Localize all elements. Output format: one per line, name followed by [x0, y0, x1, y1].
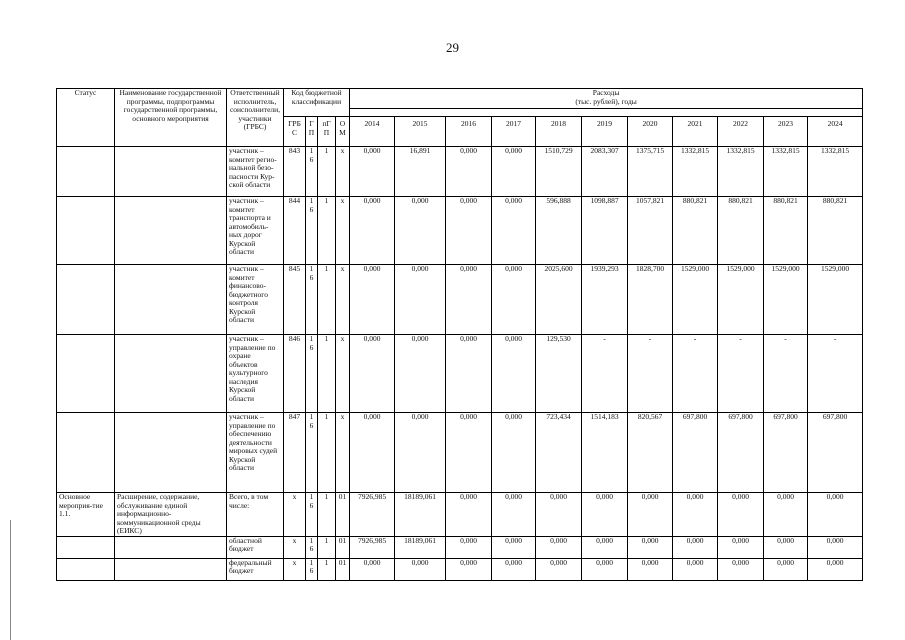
expense-value-cell: 0,000 [492, 413, 536, 493]
expense-value-cell: 0,000 [492, 197, 536, 265]
status-cell [57, 558, 115, 580]
page-number: 29 [446, 40, 459, 55]
expense-value-cell: 0,000 [446, 558, 492, 580]
expense-value-cell: 0,000 [492, 536, 536, 558]
program-name-cell [115, 147, 227, 197]
expense-value-cell: 1828,700 [628, 265, 673, 335]
expense-value-cell: - [582, 335, 628, 413]
expense-value-cell: - [628, 335, 673, 413]
expense-value-cell: 0,000 [395, 335, 446, 413]
expense-value-cell: 0,000 [350, 558, 395, 580]
header-year: 2014 [350, 117, 395, 147]
expense-value-cell: 880,821 [673, 197, 718, 265]
om-code-cell: х [336, 413, 350, 493]
expense-value-cell: 0,000 [808, 558, 863, 580]
expense-value-cell: 1514,183 [582, 413, 628, 493]
expense-value-cell: 880,821 [808, 197, 863, 265]
expense-value-cell: 0,000 [446, 265, 492, 335]
header-code-om: ОМ [336, 117, 350, 147]
expense-value-cell: 0,000 [673, 536, 718, 558]
expense-value-cell: 18189,061 [395, 493, 446, 537]
expense-value-cell: 0,000 [395, 265, 446, 335]
scan-edge-line [10, 520, 11, 640]
program-name-cell [115, 265, 227, 335]
expense-value-cell: - [718, 335, 764, 413]
expense-value-cell: 0,000 [492, 147, 536, 197]
expense-value-cell: 0,000 [395, 413, 446, 493]
executor-cell: Всего, в том числе: [227, 493, 284, 537]
pgp-code-cell: 1 [318, 536, 336, 558]
header-executor: Ответственный исполнитель, соисполнители, участники (ГРБС) [227, 89, 284, 147]
header-code-grbs: ГРБС [284, 117, 306, 147]
expense-value-cell: - [808, 335, 863, 413]
gp-code-cell: 16 [306, 413, 318, 493]
grbs-code-cell: 847 [284, 413, 306, 493]
pgp-code-cell: 1 [318, 558, 336, 580]
program-name-cell [115, 335, 227, 413]
expense-value-cell: 0,000 [350, 335, 395, 413]
expense-value-cell: 1332,815 [673, 147, 718, 197]
pgp-code-cell: 1 [318, 493, 336, 537]
expense-value-cell: 0,000 [764, 536, 808, 558]
expense-value-cell: 0,000 [628, 558, 673, 580]
budget-table [56, 88, 863, 581]
expense-value-cell: 880,821 [764, 197, 808, 265]
expense-value-cell: 0,000 [350, 197, 395, 265]
gp-code-cell: 16 [306, 197, 318, 265]
table-row [57, 335, 863, 413]
expense-value-cell: 1529,000 [764, 265, 808, 335]
expense-value-cell: 0,000 [446, 335, 492, 413]
om-code-cell: 01 [336, 536, 350, 558]
header-year: 2020 [628, 117, 673, 147]
expense-value-cell: 697,800 [808, 413, 863, 493]
header-year: 2015 [395, 117, 446, 147]
om-code-cell: 01 [336, 558, 350, 580]
grbs-code-cell: 845 [284, 265, 306, 335]
header-year: 2019 [582, 117, 628, 147]
header-year: 2017 [492, 117, 536, 147]
header-year: 2023 [764, 117, 808, 147]
expense-value-cell: 18189,061 [395, 536, 446, 558]
table-row [57, 197, 863, 265]
expense-value-cell: 0,000 [492, 493, 536, 537]
expense-value-cell: - [673, 335, 718, 413]
expense-value-cell: 0,000 [492, 558, 536, 580]
pgp-code-cell: 1 [318, 147, 336, 197]
expense-value-cell: 0,000 [628, 536, 673, 558]
header-expenses [350, 89, 863, 109]
status-cell [57, 197, 115, 265]
table-row [57, 558, 863, 580]
expense-value-cell: 1375,715 [628, 147, 673, 197]
table-row [57, 413, 863, 493]
table-row [57, 536, 863, 558]
header-year: 2018 [536, 117, 582, 147]
status-cell [57, 147, 115, 197]
expense-value-cell: 0,000 [764, 493, 808, 537]
expense-value-cell: 0,000 [808, 536, 863, 558]
gp-code-cell: 16 [306, 265, 318, 335]
expense-value-cell: 697,800 [718, 413, 764, 493]
program-name-cell [115, 197, 227, 265]
header-status: Статус [57, 89, 115, 147]
om-code-cell: 01 [336, 493, 350, 537]
header-code-pgp: пГП [318, 117, 336, 147]
expense-value-cell: 723,434 [536, 413, 582, 493]
gp-code-cell: 16 [306, 147, 318, 197]
om-code-cell: х [336, 197, 350, 265]
expense-value-cell: 0,000 [673, 493, 718, 537]
expense-value-cell: 1057,821 [628, 197, 673, 265]
expense-value-cell: 0,000 [764, 558, 808, 580]
executor-cell: участник – комитет регио-нальной безо-пасности Кур-ской области [227, 147, 284, 197]
grbs-code-cell: х [284, 493, 306, 537]
header-year: 2021 [673, 117, 718, 147]
header-year: 2024 [808, 117, 863, 147]
executor-cell: участник – управление по охране объектов культурного наследия Курской области [227, 335, 284, 413]
header-expenses-subtitle: (тыс. рублей), годы [575, 96, 637, 106]
table-row [57, 265, 863, 335]
expense-value-cell: 0,000 [536, 558, 582, 580]
expense-value-cell: 0,000 [628, 493, 673, 537]
expense-value-cell: 0,000 [446, 413, 492, 493]
program-name-cell [115, 536, 227, 558]
expense-value-cell: 0,000 [536, 493, 582, 537]
expense-value-cell: 0,000 [808, 493, 863, 537]
expense-value-cell: 1510,729 [536, 147, 582, 197]
expense-value-cell: 0,000 [582, 558, 628, 580]
program-name-cell [115, 413, 227, 493]
expense-value-cell: 16,891 [395, 147, 446, 197]
header-code-gp: ГП [306, 117, 318, 147]
header-year: 2016 [446, 117, 492, 147]
expense-value-cell: 1939,293 [582, 265, 628, 335]
expense-value-cell: 1332,815 [718, 147, 764, 197]
expense-value-cell: 596,888 [536, 197, 582, 265]
expense-value-cell: 0,000 [718, 493, 764, 537]
header-name: Наименование государственной программы, подпрограммы государственной программы, основного мероприятия [115, 89, 227, 147]
status-cell [57, 265, 115, 335]
om-code-cell: х [336, 147, 350, 197]
expense-value-cell: 0,000 [446, 493, 492, 537]
expense-value-cell: 129,530 [536, 335, 582, 413]
expense-value-cell: 0,000 [718, 558, 764, 580]
status-cell [57, 335, 115, 413]
executor-cell: федеральный бюджет [227, 558, 284, 580]
status-cell: Основное мероприя-тие 1.1. [57, 493, 115, 537]
expense-value-cell: 0,000 [446, 197, 492, 265]
grbs-code-cell: 843 [284, 147, 306, 197]
expense-value-cell: 1098,887 [582, 197, 628, 265]
expense-value-cell: 0,000 [582, 493, 628, 537]
om-code-cell: х [336, 265, 350, 335]
program-name-cell: Расширение, содержание, обслуживание единой информационно-коммуникационной среды (ЕИКС) [115, 493, 227, 537]
expense-value-cell: 697,800 [764, 413, 808, 493]
expense-value-cell: 0,000 [350, 265, 395, 335]
header-expenses-title: Расходы [592, 88, 620, 97]
expense-value-cell: 1529,000 [673, 265, 718, 335]
expense-value-cell: 2083,307 [582, 147, 628, 197]
executor-cell: участник – комитет финансово-бюджетного контроля Курской области [227, 265, 284, 335]
table-row [57, 147, 863, 197]
grbs-code-cell: 844 [284, 197, 306, 265]
expense-value-cell: 7926,985 [350, 536, 395, 558]
expense-value-cell: 1529,000 [808, 265, 863, 335]
header-expenses-gap [350, 109, 863, 117]
expense-value-cell: 0,000 [350, 413, 395, 493]
header-year: 2022 [718, 117, 764, 147]
expense-value-cell: 820,567 [628, 413, 673, 493]
pgp-code-cell: 1 [318, 335, 336, 413]
table-row [57, 493, 863, 537]
expense-value-cell: 7926,985 [350, 493, 395, 537]
pgp-code-cell: 1 [318, 197, 336, 265]
executor-cell: участник – комитет транспорта и автомобиль-ных дорог Курской области [227, 197, 284, 265]
gp-code-cell: 16 [306, 558, 318, 580]
expense-value-cell: 697,800 [673, 413, 718, 493]
gp-code-cell: 16 [306, 536, 318, 558]
gp-code-cell: 16 [306, 335, 318, 413]
expense-value-cell: 0,000 [673, 558, 718, 580]
header-row-top [57, 89, 863, 109]
status-cell [57, 413, 115, 493]
grbs-code-cell: х [284, 558, 306, 580]
expense-value-cell: 0,000 [582, 536, 628, 558]
grbs-code-cell: х [284, 536, 306, 558]
expense-value-cell: 0,000 [446, 147, 492, 197]
expense-value-cell: 0,000 [350, 147, 395, 197]
expense-value-cell: 1332,815 [808, 147, 863, 197]
grbs-code-cell: 846 [284, 335, 306, 413]
expense-value-cell: 0,000 [395, 197, 446, 265]
gp-code-cell: 16 [306, 493, 318, 537]
expense-value-cell: - [764, 335, 808, 413]
expense-value-cell: 0,000 [492, 265, 536, 335]
pgp-code-cell: 1 [318, 413, 336, 493]
expense-value-cell: 1529,000 [718, 265, 764, 335]
expense-value-cell: 0,000 [395, 558, 446, 580]
status-cell [57, 536, 115, 558]
pgp-code-cell: 1 [318, 265, 336, 335]
expense-value-cell: 0,000 [536, 536, 582, 558]
expense-value-cell: 2025,600 [536, 265, 582, 335]
executor-cell: участник – управление по обеспечению деятельности мировых судей Курской области [227, 413, 284, 493]
expense-value-cell: 0,000 [718, 536, 764, 558]
om-code-cell: х [336, 335, 350, 413]
expense-value-cell: 880,821 [718, 197, 764, 265]
expense-value-cell: 0,000 [446, 536, 492, 558]
header-code-group: Код бюджетной классификации [284, 89, 350, 117]
program-name-cell [115, 558, 227, 580]
expense-value-cell: 0,000 [492, 335, 536, 413]
executor-cell: областной бюджет [227, 536, 284, 558]
expense-value-cell: 1332,815 [764, 147, 808, 197]
